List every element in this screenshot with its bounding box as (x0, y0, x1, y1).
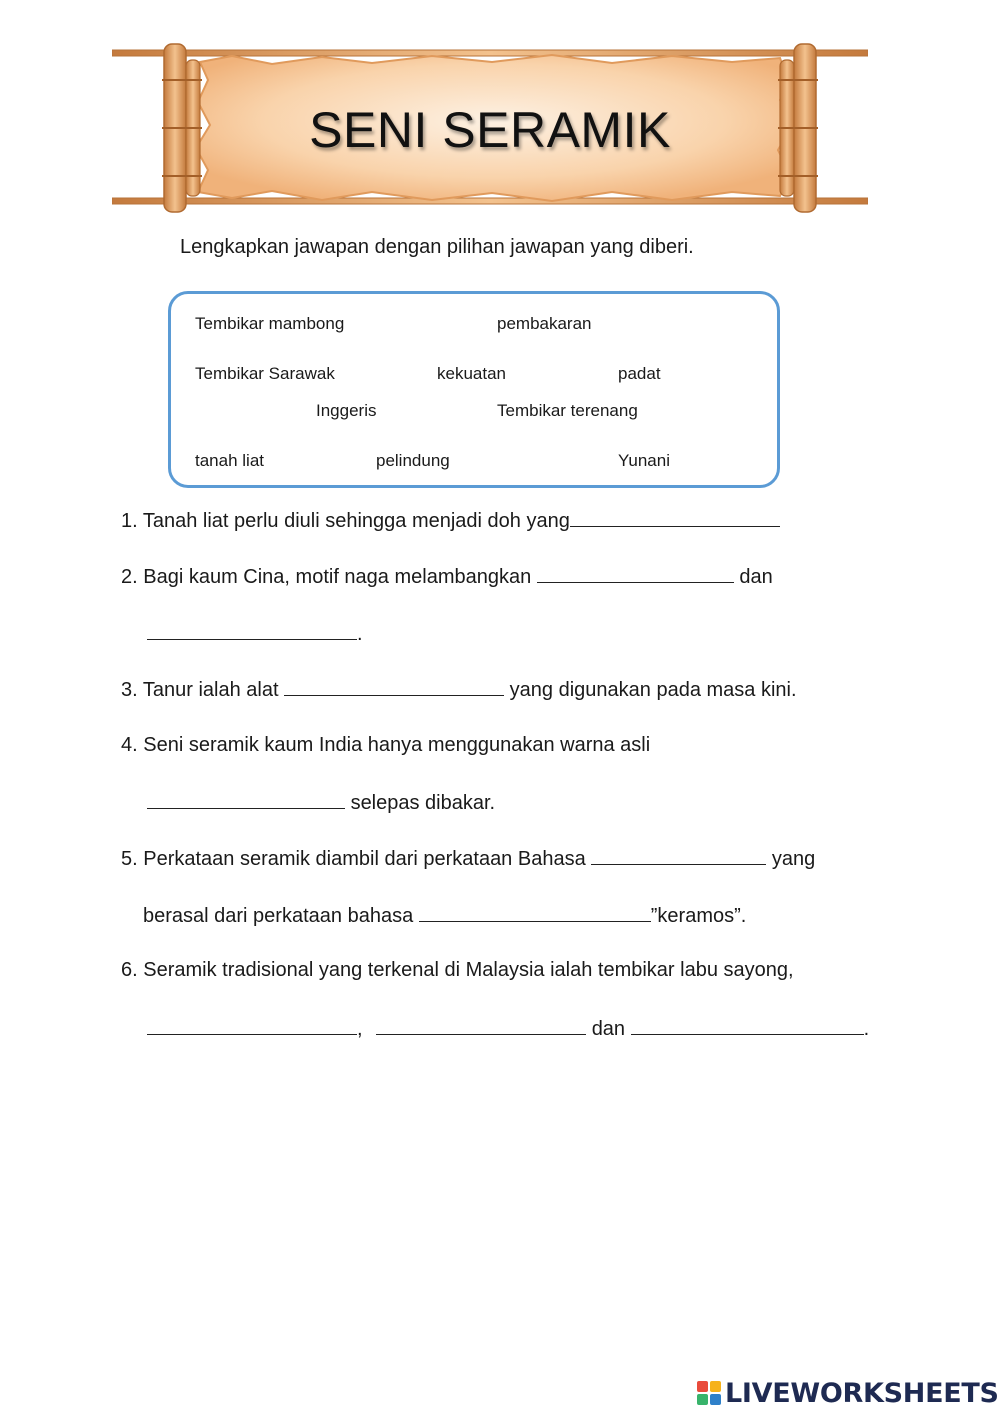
question-1 (121, 508, 780, 533)
question-3-after: yang digunakan pada masa kini. (509, 679, 797, 701)
word-bank-item[interactable]: pembakaran (497, 314, 592, 333)
title-banner (112, 40, 868, 215)
question-4 (121, 734, 650, 757)
answer-blank-3[interactable] (284, 677, 504, 696)
word-bank-item[interactable]: tanah liat (195, 451, 264, 470)
question-3 (121, 677, 797, 702)
question-5-line-2 (143, 903, 746, 928)
word-bank-item[interactable]: pelindung (376, 451, 450, 470)
answer-blank-2b[interactable] (147, 621, 357, 640)
word-bank-box (168, 291, 780, 488)
question-6 (121, 959, 794, 982)
answer-blank-6c[interactable] (631, 1016, 864, 1035)
word-bank-item[interactable]: Inggeris (316, 401, 377, 420)
question-4-line-2 (147, 790, 495, 815)
word-bank-item[interactable]: Tembikar mambong (195, 314, 345, 333)
question-4-after: selepas dibakar. (350, 792, 496, 814)
word-bank-item[interactable]: kekuatan (437, 364, 506, 383)
question-3-text: 3. Tanur ialah alat (121, 679, 279, 701)
question-6-separator: , (357, 1018, 363, 1040)
question-6-end: . (863, 1018, 870, 1040)
question-4-text: 4. Seni seramik kaum India hanya menggunakan warna asli (121, 734, 651, 756)
question-5-after: yang (771, 848, 816, 870)
answer-blank-5a[interactable] (591, 846, 766, 865)
answer-blank-4[interactable] (147, 790, 345, 809)
question-2-end: . (357, 623, 363, 645)
instruction-text: Lengkapkan jawapan dengan pilihan jawapan yang diberi. (180, 236, 694, 258)
question-2-connector: dan (739, 566, 773, 588)
question-5-after-2: ”keramos”. (650, 905, 747, 927)
answer-blank-2a[interactable] (537, 564, 734, 583)
word-bank-item[interactable]: Yunani (618, 451, 670, 470)
answer-blank-6a[interactable] (147, 1016, 357, 1035)
word-bank-item[interactable]: Tembikar Sarawak (195, 364, 335, 383)
question-1-text: 1. Tanah liat perlu diuli sehingga menjadi doh yang (121, 510, 570, 532)
question-2-line-2 (147, 621, 363, 646)
question-6-text: 6. Seramik tradisional yang terkenal di Malaysia ialah tembikar labu sayong, (121, 959, 794, 981)
question-2-text: 2. Bagi kaum Cina, motif naga melambangkan (121, 566, 532, 588)
question-5-text: 5. Perkataan seramik diambil dari perkataan Bahasa (121, 848, 586, 870)
word-bank-item[interactable]: Tembikar terenang (497, 401, 638, 420)
answer-blank-1[interactable] (570, 508, 780, 527)
liveworksheets-logo[interactable] (697, 1376, 999, 1410)
question-5 (121, 846, 815, 871)
word-bank-item[interactable]: padat (618, 364, 661, 383)
liveworksheets-logo-icon (697, 1381, 721, 1405)
answer-blank-6b[interactable] (376, 1016, 586, 1035)
question-2 (121, 564, 773, 589)
question-6-line-2 (147, 1016, 869, 1041)
question-5-line-2-text: berasal dari perkataan bahasa (143, 905, 414, 927)
answer-blank-5b[interactable] (419, 903, 651, 922)
question-6-connector: dan (591, 1018, 626, 1040)
logo-text: LIVEWORKSHEETS (725, 1377, 999, 1409)
page-title: SENI SERAMIK (309, 102, 671, 158)
